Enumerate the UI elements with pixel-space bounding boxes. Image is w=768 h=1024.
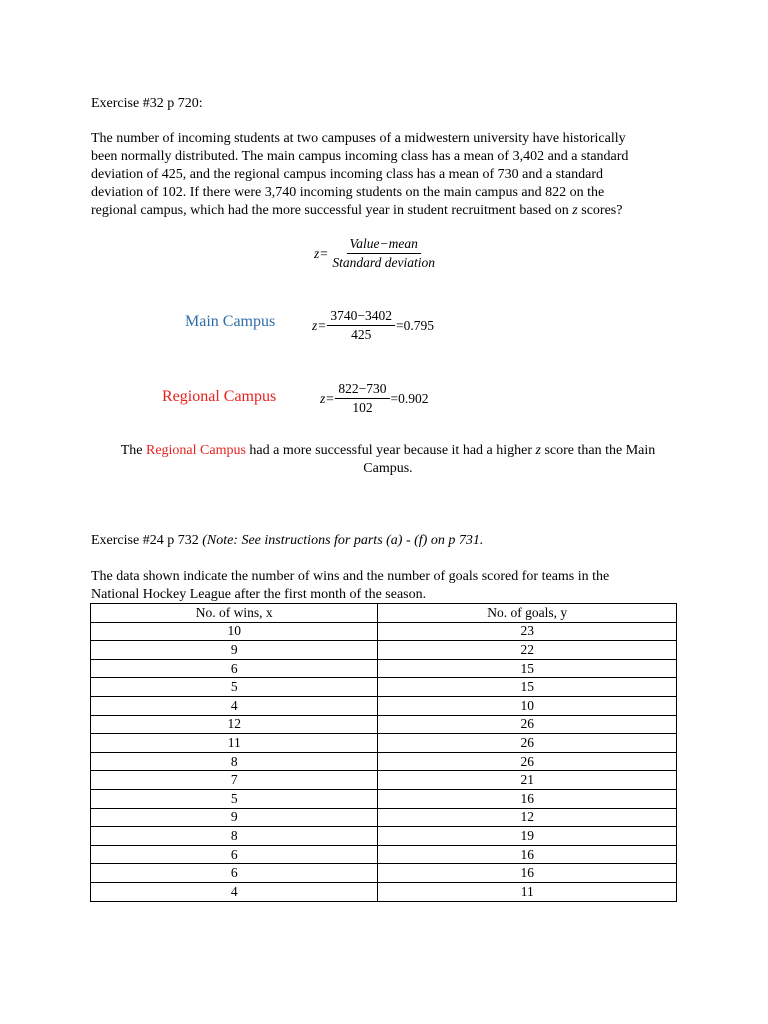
regional-lhs: z= bbox=[320, 390, 335, 406]
wins-cell: 4 bbox=[91, 696, 378, 715]
paragraph-line: deviation of 425, and the regional campus incoming class has a mean of 730 and a standard bbox=[91, 167, 604, 182]
wins-cell: 6 bbox=[91, 864, 378, 883]
goals-cell: 16 bbox=[378, 864, 677, 883]
regional-campus-formula bbox=[320, 381, 429, 416]
exercise-24-intro bbox=[91, 568, 691, 604]
wins-cell: 9 bbox=[91, 641, 378, 660]
table-row bbox=[91, 715, 677, 734]
wins-cell: 8 bbox=[91, 827, 378, 846]
table-row bbox=[91, 659, 677, 678]
goals-cell: 15 bbox=[378, 659, 677, 678]
goals-cell: 21 bbox=[378, 771, 677, 790]
z-score-formula bbox=[314, 236, 439, 271]
table-row bbox=[91, 622, 677, 641]
main-fraction bbox=[327, 308, 395, 343]
wins-cell: 12 bbox=[91, 715, 378, 734]
goals-cell: 26 bbox=[378, 734, 677, 753]
regional-result: =0.902 bbox=[390, 390, 429, 406]
table-row bbox=[91, 845, 677, 864]
main-lhs: z= bbox=[312, 317, 327, 333]
paragraph-line: been normally distributed. The main campus incoming class has a mean of 3,402 and a standard bbox=[91, 149, 629, 164]
table-row bbox=[91, 752, 677, 771]
table-row bbox=[91, 771, 677, 790]
conclusion bbox=[90, 442, 686, 478]
formula-numerator: Value−mean bbox=[347, 236, 421, 254]
main-campus-label: Main Campus bbox=[185, 313, 276, 330]
main-result: =0.795 bbox=[396, 317, 434, 333]
wins-cell: 4 bbox=[91, 882, 378, 901]
table-row bbox=[91, 734, 677, 753]
conclusion-line: The Regional Campus had a more successful year because it had a higher z score than the Main bbox=[120, 443, 656, 458]
goals-cell: 11 bbox=[378, 882, 677, 901]
column-header-wins: No. of wins, x bbox=[91, 604, 378, 623]
intro-line: The data shown indicate the number of wins and the number of goals scored for teams in the bbox=[91, 569, 610, 584]
goals-cell: 10 bbox=[378, 696, 677, 715]
intro-line: National Hockey League after the first month of the season. bbox=[91, 587, 427, 602]
wins-cell: 7 bbox=[91, 771, 378, 790]
paragraph-line: The number of incoming students at two campuses of a midwestern university have historically bbox=[91, 131, 626, 146]
goals-cell: 22 bbox=[378, 641, 677, 660]
goals-cell: 15 bbox=[378, 678, 677, 697]
regional-campus-label: Regional Campus bbox=[162, 388, 277, 405]
table-row bbox=[91, 808, 677, 827]
regional-denominator: 102 bbox=[352, 400, 373, 415]
regional-numerator: 822−730 bbox=[335, 381, 389, 399]
main-campus-formula bbox=[312, 308, 434, 343]
goals-cell: 16 bbox=[378, 845, 677, 864]
wins-cell: 5 bbox=[91, 678, 378, 697]
exercise-24-heading: Exercise #24 p 732 (Note: See instructions for parts (a) - (f) on p 731. bbox=[91, 533, 484, 548]
goals-cell: 12 bbox=[378, 808, 677, 827]
goals-cell: 19 bbox=[378, 827, 677, 846]
wins-cell: 10 bbox=[91, 622, 378, 641]
goals-cell: 26 bbox=[378, 715, 677, 734]
table-row bbox=[91, 827, 677, 846]
wins-cell: 8 bbox=[91, 752, 378, 771]
wins-goals-table bbox=[90, 603, 677, 902]
column-header-goals: No. of goals, y bbox=[378, 604, 677, 623]
goals-cell: 16 bbox=[378, 789, 677, 808]
wins-cell: 11 bbox=[91, 734, 378, 753]
conclusion-line: Campus. bbox=[363, 461, 413, 476]
main-denominator: 425 bbox=[351, 327, 372, 342]
goals-cell: 26 bbox=[378, 752, 677, 771]
table-row bbox=[91, 789, 677, 808]
regional-fraction bbox=[335, 381, 389, 416]
exercise-32-paragraph bbox=[91, 130, 691, 220]
goals-cell: 23 bbox=[378, 622, 677, 641]
table-row bbox=[91, 641, 677, 660]
wins-cell: 6 bbox=[91, 845, 378, 864]
formula-lhs: z= bbox=[314, 245, 329, 261]
paragraph-line: regional campus, which had the more successful year in student recruitment based on z scores? bbox=[91, 203, 623, 218]
main-numerator: 3740−3402 bbox=[327, 308, 395, 326]
wins-cell: 9 bbox=[91, 808, 378, 827]
table-header-row bbox=[91, 604, 677, 623]
table-row bbox=[91, 678, 677, 697]
exercise-24-note: (Note: See instructions for parts (a) - (f) on p 731. bbox=[202, 533, 484, 548]
wins-cell: 5 bbox=[91, 789, 378, 808]
table-row bbox=[91, 864, 677, 883]
wins-cell: 6 bbox=[91, 659, 378, 678]
exercise-32-heading: Exercise #32 p 720: bbox=[91, 96, 203, 111]
formula-fraction bbox=[329, 236, 438, 271]
paragraph-line: deviation of 102. If there were 3,740 incoming students on the main campus and 822 on the bbox=[91, 185, 605, 200]
table-row bbox=[91, 882, 677, 901]
formula-denominator: Standard deviation bbox=[332, 255, 435, 270]
table-row bbox=[91, 696, 677, 715]
regional-campus-highlight: Regional Campus bbox=[145, 443, 246, 458]
